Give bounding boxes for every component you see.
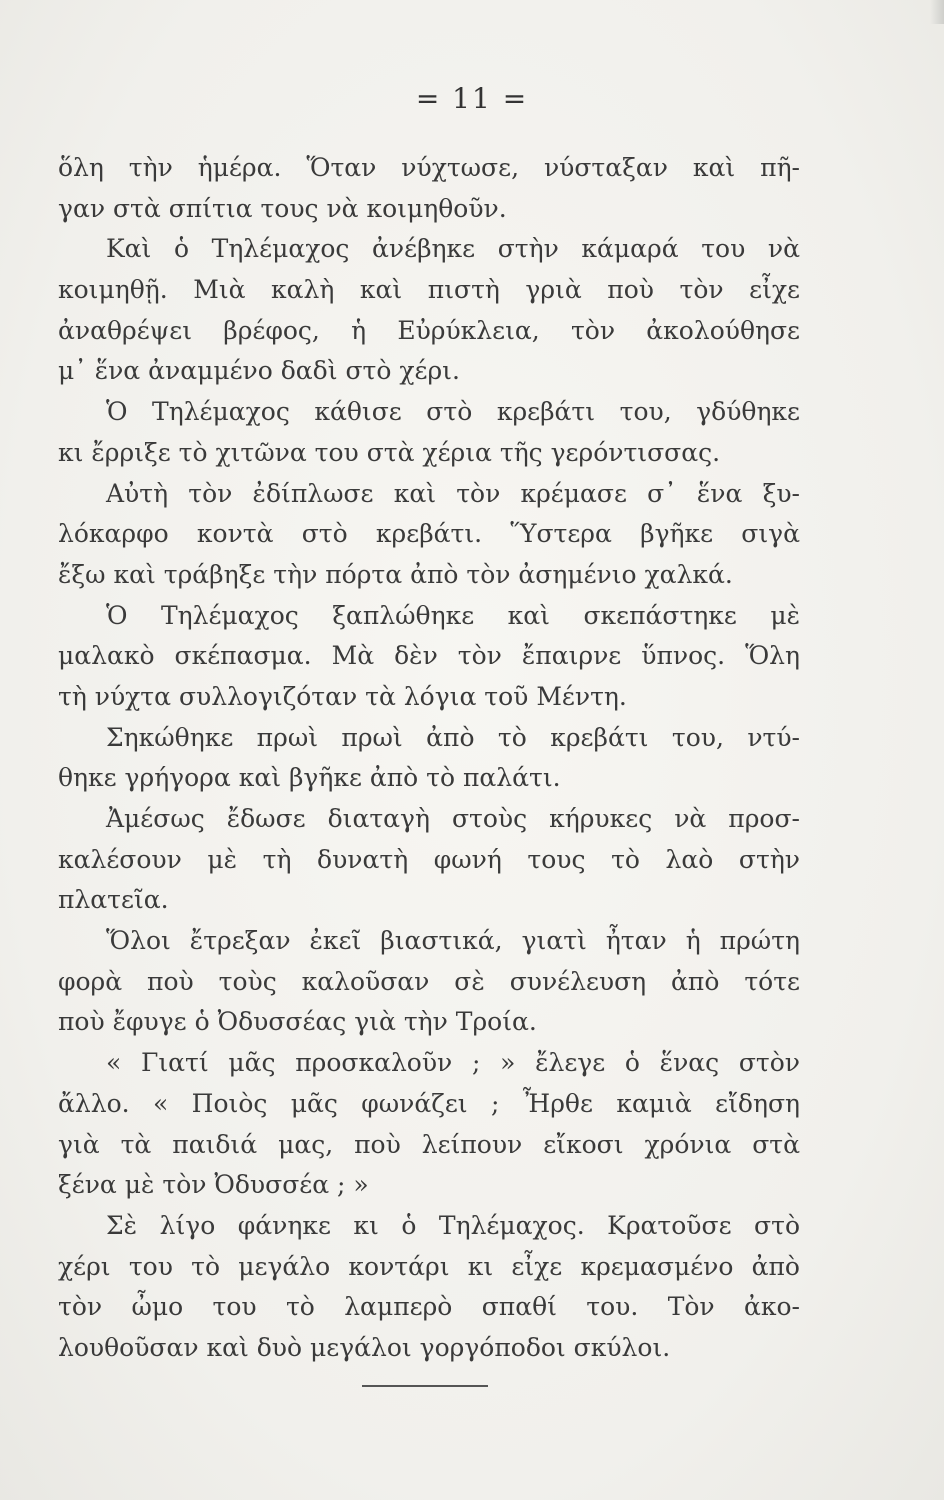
text-line: χέρι του τὸ μεγάλο κοντάρι κι εἶχε κρεμασμένο ἀπὸ — [58, 1251, 800, 1281]
text-line: Καὶ ὁ Τηλέμαχος ἀνέβηκε στὴν κάμαρά του νὰ — [106, 234, 800, 264]
text-line: ποὺ ἔφυγε ὁ Ὀδυσσέας γιὰ τὴν Τροία. — [58, 1007, 537, 1037]
text-line: μ᾽ ἕνα ἀναμμένο δαδὶ στὸ χέρι. — [58, 356, 460, 386]
text-line: « Γιατί μᾶς προσκαλοῦν ; » ἔλεγε ὁ ἕνας στὸν — [106, 1048, 800, 1078]
text-line: Ὁ Τηλέμαχος ξαπλώθηκε καὶ σκεπάστηκε μὲ — [106, 600, 800, 630]
text-line: κοιμηθῇ. Μιὰ καλὴ καὶ πιστὴ γριὰ ποὺ τὸν εἶχε — [58, 275, 800, 305]
text-line: Ὁ Τηλέμαχος κάθισε στὸ κρεβάτι του, γδύθηκε — [106, 397, 800, 427]
text-line: θηκε γρήγορα καὶ βγῆκε ἀπὸ τὸ παλάτι. — [58, 763, 561, 793]
page-number: = 11 = — [415, 82, 529, 115]
text-line: Ὅλοι ἔτρεξαν ἐκεῖ βιαστικά, γιατὶ ἦταν ἡ πρώτη — [106, 926, 800, 956]
text-line: ἀναθρέψει βρέφος, ἡ Εὐρύκλεια, τὸν ἀκολούθησε — [58, 315, 800, 345]
text-line: λουθοῦσαν καὶ δυὸ μεγάλοι γοργόποδοι σκύλοι. — [58, 1332, 671, 1362]
text-line: γιὰ τὰ παιδιά μας, ποὺ λείπουν εἴκοσι χρόνια στὰ — [58, 1129, 800, 1159]
text-line: φορὰ ποὺ τοὺς καλοῦσαν σὲ συνέλευση ἀπὸ τότε — [58, 966, 800, 996]
text-line: τὸν ὦμο του τὸ λαμπερὸ σπαθί του. Τὸν ἀκο- — [58, 1292, 800, 1322]
text-line: ὅλη τὴν ἡμέρα. Ὅταν νύχτωσε, νύσταξαν καὶ πῆ- — [58, 153, 800, 182]
text-line: τὴ νύχτα συλλογιζόταν τὰ λόγια τοῦ Μέντη. — [58, 681, 627, 711]
body-text — [58, 148, 800, 1369]
text-line: ξένα μὲ τὸν Ὀδυσσέα ; » — [58, 1170, 369, 1200]
text-line: Ἀμέσως ἔδωσε διαταγὴ στοὺς κήρυκες νὰ προσ- — [106, 804, 800, 833]
text-line: Σηκώθηκε πρωὶ πρωὶ ἀπὸ τὸ κρεβάτι του, ντύ- — [106, 722, 800, 752]
text-line: ἔξω καὶ τράβηξε τὴν πόρτα ἀπὸ τὸν ἀσημένιο χαλκά. — [58, 559, 733, 589]
page-edge-shadow — [930, 0, 944, 24]
text-line: γαν στὰ σπίτια τους νὰ κοιμηθοῦν. — [58, 193, 507, 223]
text-line: καλέσουν μὲ τὴ δυνατὴ φωνή τους τὸ λαὸ στὴν — [58, 844, 800, 874]
text-line: Αὐτὴ τὸν ἐδίπλωσε καὶ τὸν κρέμασε σ᾽ ἕνα ξυ- — [106, 478, 800, 508]
text-line: πλατεῖα. — [58, 885, 169, 915]
text-line: μαλακὸ σκέπασμα. Μὰ δὲν τὸν ἔπαιρνε ὕπνος. Ὅλη — [58, 641, 800, 671]
text-line: λόκαρφο κοντὰ στὸ κρεβάτι. Ὕστερα βγῆκε σιγὰ — [58, 519, 800, 549]
end-rule — [362, 1385, 488, 1387]
text-line: Σὲ λίγο φάνηκε κι ὁ Τηλέμαχος. Κρατοῦσε στὸ — [106, 1210, 800, 1240]
text-line: ἄλλο. « Ποιὸς μᾶς φωνάζει ; Ἦρθε καμιὰ εἴδηση — [58, 1088, 800, 1118]
text-line: κι ἔρριξε τὸ χιτῶνα του στὰ χέρια τῆς γερόντισσας. — [58, 437, 721, 467]
